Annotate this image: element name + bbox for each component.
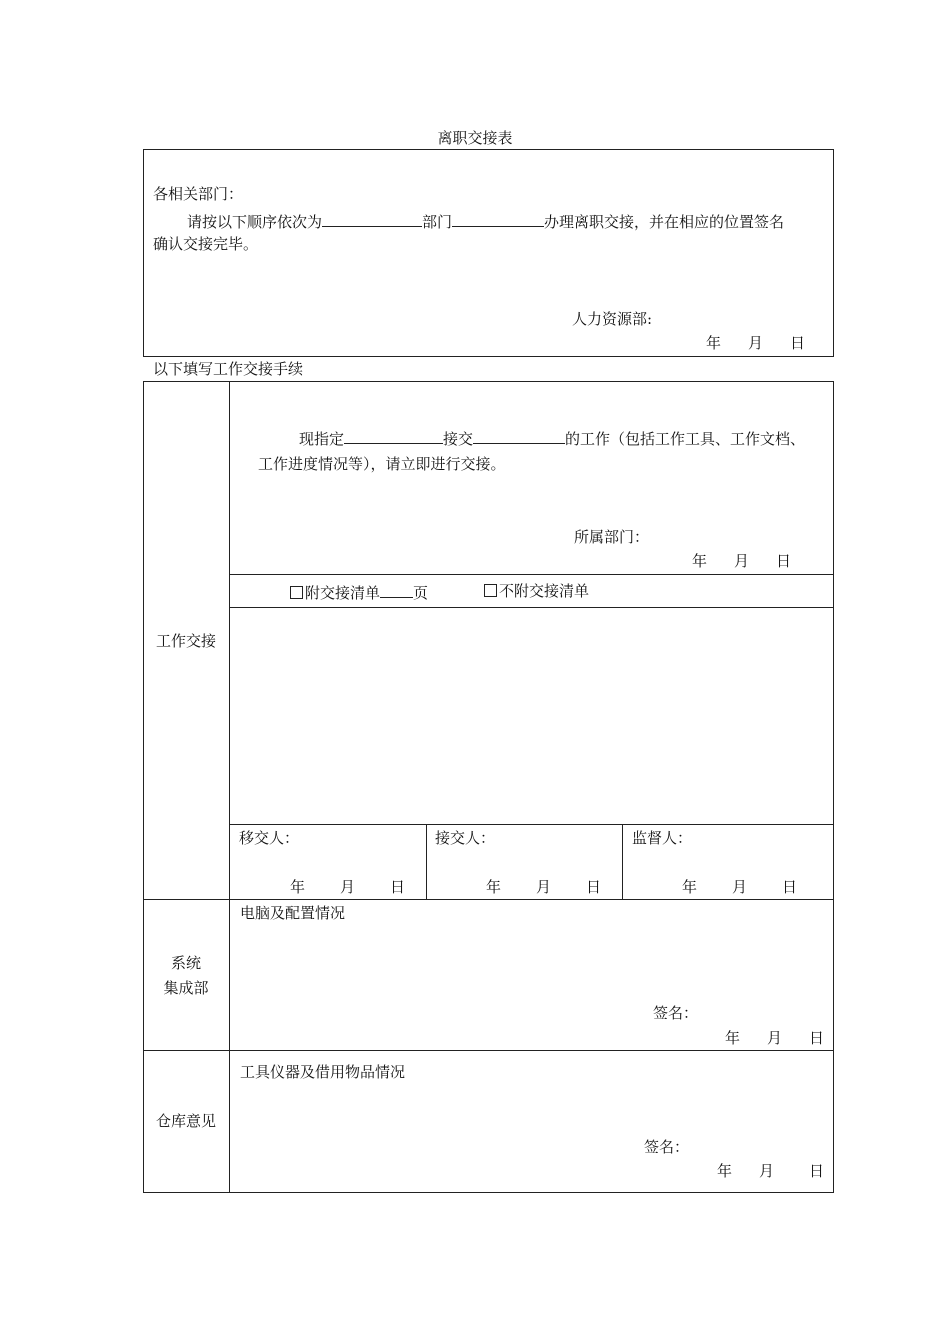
attach-list-option[interactable]: 附交接清单 页	[290, 582, 428, 602]
leaver-blank[interactable]	[473, 428, 565, 444]
tools-items-title: 工具仪器及借用物品情况	[240, 1063, 406, 1081]
no-attach-checkbox[interactable]	[484, 584, 497, 597]
sign-column-divider	[426, 824, 427, 899]
notice-salutation: 各相关部门：	[153, 185, 244, 203]
form-title: 离职交接表	[437, 129, 513, 147]
notice-box	[143, 149, 834, 357]
warehouse-label: 仓库意见	[155, 1112, 216, 1130]
row-divider	[229, 824, 834, 825]
system-dept-label-line1: 系统	[170, 954, 201, 972]
name-blank[interactable]	[322, 211, 422, 227]
notice-line-1: 请按以下顺序依次为 部门 办理离职交接，并在相应的位置签名	[187, 213, 785, 231]
handover-line-2: 工作进度情况等），请立即进行交接。	[258, 455, 506, 473]
designee-blank[interactable]	[344, 428, 443, 444]
hr-signer-label: 人力资源部:	[572, 310, 653, 328]
row-divider	[229, 574, 834, 575]
system-dept-sign-label: 签名：	[653, 1004, 699, 1022]
dept-label: 所属部门：	[574, 528, 650, 546]
system-dept-date: 年 月 日	[725, 1029, 825, 1047]
handover-to-date: 年 月 日	[486, 878, 602, 896]
handover-line-1: 现指定 接交 的工作（包括工作工具、工作文档、	[299, 430, 806, 448]
warehouse-date: 年 月 日	[717, 1162, 825, 1180]
no-attach-list-option[interactable]: 不附交接清单	[484, 582, 589, 600]
warehouse-sign-label: 签名：	[644, 1138, 690, 1156]
label-column-divider	[229, 381, 230, 1193]
work-handover-label: 工作交接	[155, 632, 216, 650]
page-count-blank[interactable]	[380, 582, 413, 598]
attach-checkbox[interactable]	[290, 586, 303, 599]
hr-date: 年 月 日	[706, 334, 806, 352]
computer-config-title: 电脑及配置情况	[240, 904, 346, 922]
sign-column-divider	[622, 824, 623, 899]
supervisor-label: 监督人：	[632, 829, 693, 847]
row-divider	[143, 899, 834, 900]
system-dept-label-line2: 集成部	[163, 979, 209, 997]
dept-date: 年 月 日	[692, 552, 792, 570]
supervisor-date: 年 月 日	[682, 878, 798, 896]
row-divider	[143, 1050, 834, 1051]
notice-line-2: 确认交接完毕。	[153, 235, 259, 253]
handover-to-label: 接交人：	[435, 829, 496, 847]
handover-from-date: 年 月 日	[290, 878, 406, 896]
row-divider	[229, 607, 834, 608]
department-blank[interactable]	[452, 211, 544, 227]
handover-from-label: 移交人：	[239, 829, 300, 847]
section-note: 以下填写工作交接手续	[153, 360, 304, 378]
